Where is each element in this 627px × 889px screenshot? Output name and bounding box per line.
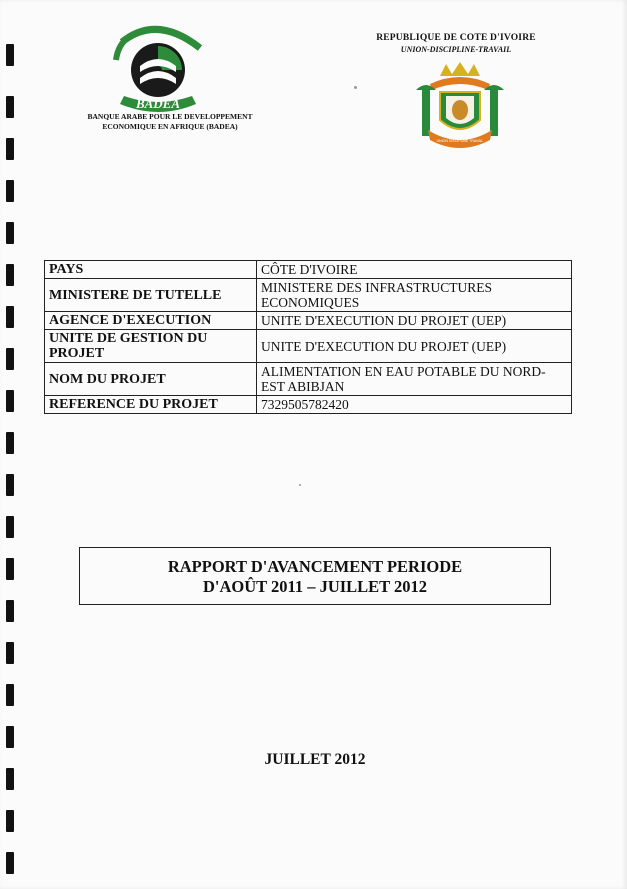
table-row	[45, 312, 572, 330]
report-title-box	[79, 547, 551, 605]
scan-speck	[299, 484, 301, 486]
republic-motto: UNION-DISCIPLINE-TRAVAIL	[400, 45, 512, 54]
report-date: JUILLET 2012	[264, 751, 366, 768]
table-row	[45, 363, 572, 396]
republic-title: REPUBLIQUE DE COTE D'IVOIRE	[376, 33, 536, 43]
svg-text:BADEA: BADEA	[135, 96, 181, 111]
row-label: NOM DU PROJET	[45, 363, 257, 396]
table-row	[45, 261, 572, 279]
table-row	[45, 279, 572, 312]
scan-speck	[354, 86, 357, 89]
project-info-table	[44, 260, 572, 414]
row-label: MINISTERE DE TUTELLE	[45, 279, 257, 312]
row-value: ALIMENTATION EN EAU POTABLE DU NORD-EST ABIBJAN	[257, 363, 572, 396]
row-value: CÔTE D'IVOIRE	[257, 261, 572, 279]
row-label: REFERENCE DU PROJET	[45, 396, 257, 414]
binding-marks	[6, 0, 16, 889]
badea-logo	[92, 20, 222, 116]
row-label: AGENCE D'EXECUTION	[45, 312, 257, 330]
badea-caption: BANQUE ARABE POUR LE DEVELOPPEMENT ECONOMIQUE EN AFRIQUE (BADEA)	[87, 112, 253, 131]
svg-text:UNION DISCIPLINE TRAVAIL: UNION DISCIPLINE TRAVAIL	[436, 139, 484, 143]
row-value: 7329505782420	[257, 396, 572, 414]
row-value: UNITE D'EXECUTION DU PROJET (UEP)	[257, 330, 572, 363]
row-value: UNITE D'EXECUTION DU PROJET (UEP)	[257, 312, 572, 330]
report-title-line1: RAPPORT D'AVANCEMENT PERIODE	[167, 557, 463, 576]
report-title-line2: D'AOÛT 2011 – JUILLET 2012	[202, 577, 428, 596]
coat-of-arms	[410, 60, 510, 152]
row-label: PAYS	[45, 261, 257, 279]
row-value: MINISTERE DES INFRASTRUCTURES ECONOMIQUES	[257, 279, 572, 312]
table-row	[45, 330, 572, 363]
row-label: UNITE DE GESTION DU PROJET	[45, 330, 257, 363]
table-row	[45, 396, 572, 414]
